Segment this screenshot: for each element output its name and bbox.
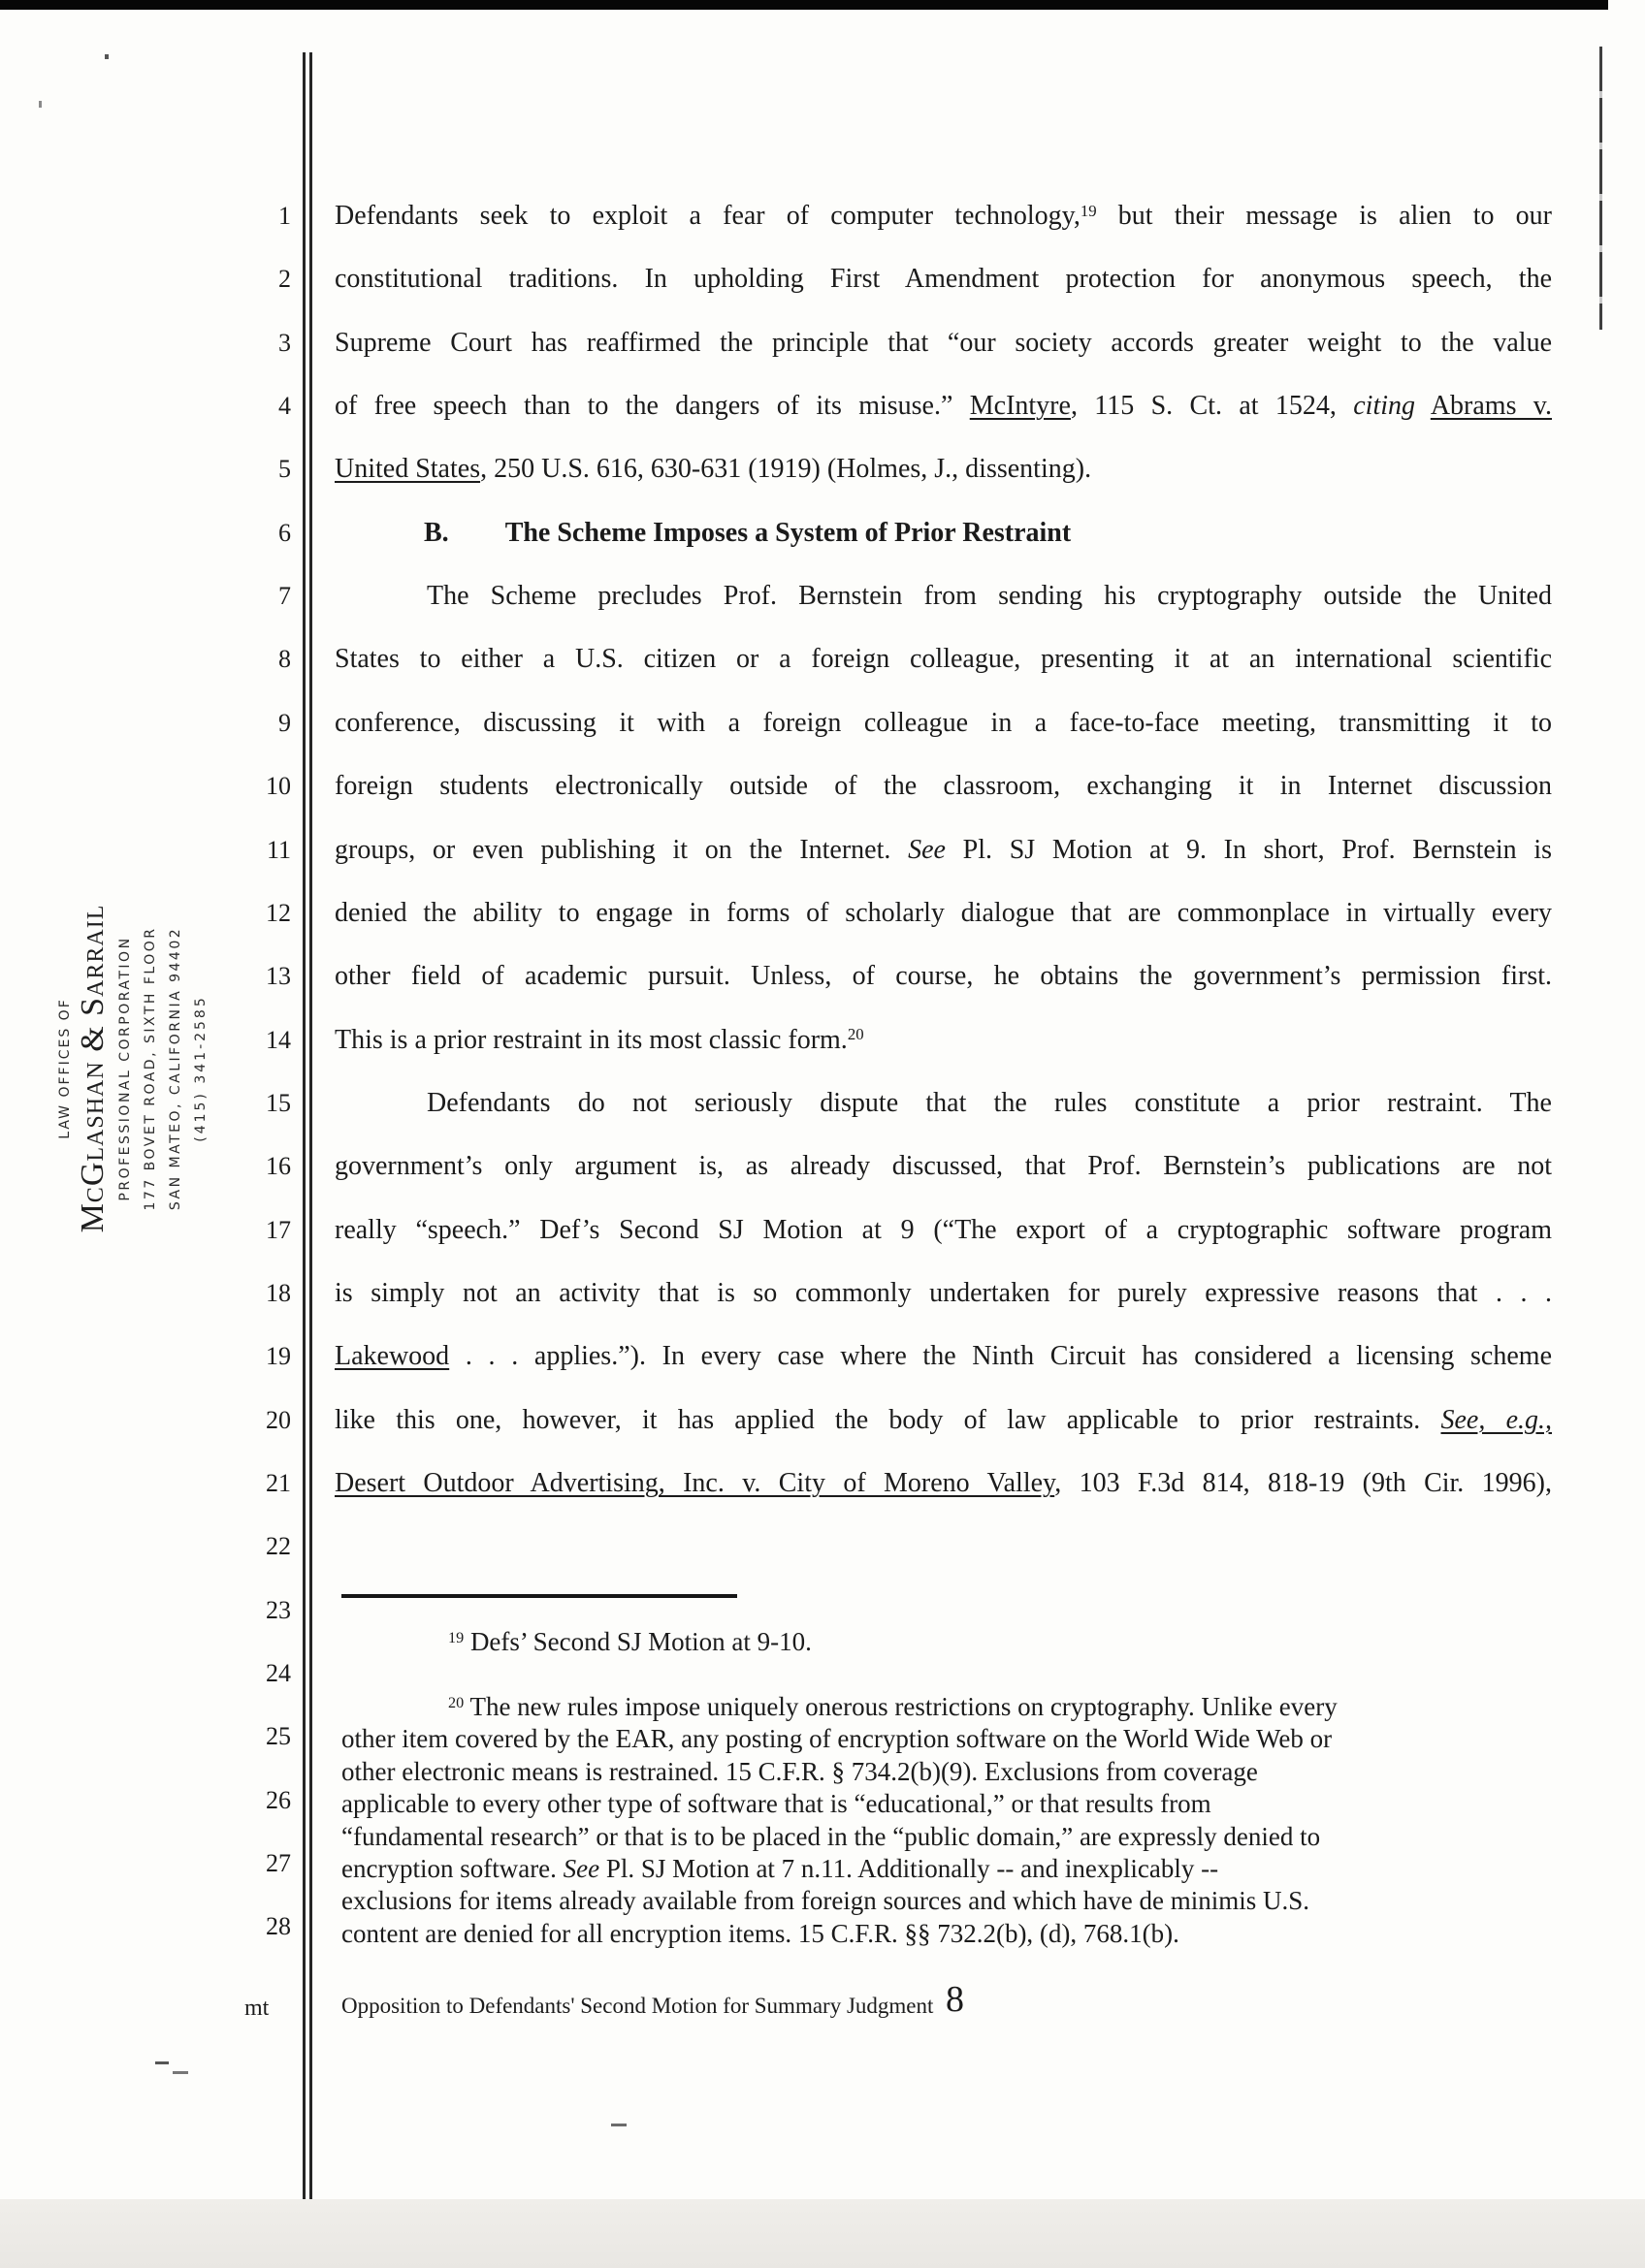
line-number: 15 (266, 1088, 291, 1117)
footnote-20-line (341, 1884, 1552, 1917)
line-number: 21 (266, 1469, 291, 1497)
text-segment: constitutional traditions. In upholding First Amendment protection for anonymous speech, the (335, 264, 1552, 295)
text-segment: encryption software. (341, 1854, 564, 1883)
text-segment: applicable to every other type of software that is “educational,” or that results from (341, 1789, 1211, 1819)
indent-spacer (335, 1110, 427, 1111)
text-segment: citing (1353, 391, 1415, 422)
line-number: 1 (278, 202, 291, 230)
footnote-19 (341, 1625, 1552, 1662)
line-number: 12 (266, 898, 291, 927)
footnote-20-line (341, 1852, 1552, 1885)
text-segment: United States (335, 454, 481, 485)
text-segment: other field of academic pursuit. Unless, of course, he obtains the government’s permission first. (335, 961, 1552, 992)
text-segment: See (563, 1854, 600, 1883)
footnote-20-line (341, 1722, 1552, 1755)
body-line (335, 1147, 1552, 1186)
line-number: 10 (266, 772, 291, 801)
line-number: 14 (266, 1025, 291, 1054)
text-segment: conference, discussing it with a foreign colleague in a face-to-face meeting, transmitting it to (335, 707, 1552, 738)
body-line (335, 197, 1552, 239)
text-segment: “fundamental research” or that is to be placed in the “public domain,” are expressly denied to (341, 1821, 1321, 1851)
body-line (335, 894, 1552, 933)
text-segment: See (908, 834, 946, 865)
footnote-20-line (341, 1787, 1552, 1820)
firm-name: McGlashan & Sarrail (75, 904, 111, 1233)
text-segment: States to either a U.S. citizen or a foreign colleague, presenting it at an international scientific (335, 644, 1552, 675)
scan-artifact-bottom-band (0, 2199, 1645, 2268)
footnote-20-line (341, 1917, 1552, 1950)
indent-spacer (335, 540, 424, 541)
footnote-separator (341, 1594, 737, 1598)
text-segment: See, e.g., (1440, 1404, 1552, 1435)
text-segment: . . . applies.”). In every case where the Ninth Circuit has considered a licensing scheme (449, 1341, 1552, 1372)
firm-offices-label: LAW OFFICES OF (57, 998, 73, 1139)
text-segment: Abrams v. (1430, 391, 1552, 422)
line-number: 16 (266, 1152, 291, 1181)
line-number: 23 (266, 1595, 291, 1624)
text-segment: other electronic means is restrained. 15 C.F.R. § 734.2(b)(9). Exclusions from coverage (341, 1756, 1258, 1786)
line-number: 26 (266, 1785, 291, 1814)
text-segment: Supreme Court has reaffirmed the principle that “our society accords greater weight to the value (335, 327, 1552, 358)
text-segment: The Scheme precludes Prof. Bernstein from sending his cryptography outside the United (427, 581, 1552, 612)
text-segment: groups, or even publishing it on the Internet. (335, 834, 909, 865)
text-segment: 20 (448, 1693, 465, 1711)
text-segment: Pl. SJ Motion at 7 n.11. Additionally -- and inexplicably -- (599, 1854, 1219, 1883)
body-line (335, 450, 1552, 489)
text-segment: foreign students electronically outside of the classroom, exchanging it in Internet discussion (335, 771, 1552, 802)
text-segment: 19 (448, 1628, 465, 1646)
text-segment: exclusions for items already available from foreign sources and which have de minimis U.S. (341, 1886, 1309, 1916)
body-line (335, 704, 1552, 743)
pleading-double-rule (303, 52, 312, 2199)
indent-spacer (335, 603, 427, 604)
body-line (335, 957, 1552, 996)
text-segment: denied the ability to engage in forms of scholarly dialogue that are commonplace in virtually every (335, 897, 1552, 928)
text-segment: like this one, however, it has applied the body of law applicable to prior restraints. (335, 1404, 1441, 1435)
body-line (335, 1274, 1552, 1313)
text-segment: Desert Outdoor Advertising, Inc. v. City of Moreno Valley (335, 1468, 1055, 1498)
line-number: 11 (266, 835, 291, 864)
body-line (335, 1337, 1552, 1376)
text-segment: 19 (1080, 201, 1097, 220)
text-segment: The Scheme Imposes a System of Prior Restraint (504, 517, 1072, 548)
scan-speck (611, 2124, 627, 2126)
firm-phone: (415) 341-2585 (193, 995, 209, 1142)
text-segment: Pl. SJ Motion at 9. In short, Prof. Bernstein is (945, 834, 1552, 865)
text-segment: Defendants do not seriously dispute that the rules constitute a prior restraint. The (427, 1087, 1552, 1118)
line-number: 2 (278, 265, 291, 294)
body-line (335, 1021, 1552, 1063)
text-segment: other item covered by the EAR, any posting of encryption software on the World Wide Web or (341, 1724, 1333, 1754)
text-segment: , 115 S. Ct. at 1524, (1070, 391, 1354, 422)
body-line (335, 1401, 1552, 1440)
footnote-20-line (341, 1690, 1552, 1727)
text-segment: The new rules impose uniquely onerous restrictions on cryptography. Unlike every (464, 1692, 1338, 1721)
indent-spacer (341, 1649, 448, 1650)
law-firm-block (56, 826, 216, 1311)
line-number: 8 (278, 645, 291, 674)
right-margin-rule (1599, 47, 1602, 330)
text-segment: is simply not an activity that is so commonly undertaken for purely expressive reasons that . . . (335, 1277, 1552, 1308)
footnote-20-line (341, 1755, 1552, 1788)
body-line (335, 1464, 1552, 1503)
scan-artifact-top-bar (0, 0, 1608, 10)
text-segment: of free speech than to the dangers of its misuse.” (335, 391, 970, 422)
body-line (335, 387, 1552, 426)
line-number: 20 (266, 1405, 291, 1434)
scan-speck (105, 54, 109, 59)
line-number: 9 (278, 708, 291, 737)
body-line (335, 260, 1552, 299)
line-number: 5 (278, 455, 291, 484)
firm-type: PROFESSIONAL CORPORATION (117, 936, 133, 1201)
footer-document-title: Opposition to Defendants' Second Motion for Summary Judgment (341, 1994, 934, 2018)
text-segment: content are denied for all encryption items. 15 C.F.R. §§ 732.2(b), (d), 768.1(b). (341, 1918, 1179, 1948)
page-number: 8 (946, 1979, 964, 2020)
line-number: 6 (278, 518, 291, 547)
text-segment: , 103 F.3d 814, 818-19 (9th Cir. 1996), (1054, 1468, 1552, 1498)
firm-address-line1: 177 BOVET ROAD, SIXTH FLOOR (143, 926, 158, 1211)
text-segment: This is a prior restraint in its most classic form. (335, 1024, 848, 1055)
line-number: 19 (266, 1342, 291, 1371)
line-number: 3 (278, 328, 291, 357)
body-line (335, 767, 1552, 806)
line-number: 17 (266, 1215, 291, 1244)
line-number: 13 (266, 962, 291, 991)
text-segment: B. (424, 517, 449, 548)
line-number: 27 (266, 1849, 291, 1878)
body-line (335, 831, 1552, 870)
text-segment: , 250 U.S. 616, 630-631 (1919) (Holmes, J., dissenting). (480, 454, 1092, 485)
line-number: 24 (266, 1659, 291, 1688)
text-segment: 20 (847, 1025, 864, 1044)
text-segment: government’s only argument is, as already discussed, that Prof. Bernstein’s publications are not (335, 1151, 1552, 1182)
indent-spacer (449, 540, 505, 541)
body-line (335, 1084, 1552, 1123)
text-segment (1415, 391, 1431, 421)
typist-initials: mt (244, 1996, 270, 2021)
footnote-20-line (341, 1820, 1552, 1853)
line-number: 4 (278, 392, 291, 421)
text-segment: McIntyre (969, 391, 1071, 422)
indent-spacer (341, 1714, 448, 1715)
text-segment: but their message is alien to our (1096, 201, 1553, 231)
body-line (335, 577, 1552, 616)
line-number: 18 (266, 1278, 291, 1307)
text-segment: Defendants seek to exploit a fear of computer technology, (335, 201, 1081, 231)
text-segment: Lakewood (335, 1341, 450, 1372)
line-number: 28 (266, 1912, 291, 1941)
body-line (335, 324, 1552, 363)
text-segment: really “speech.” Def’s Second SJ Motion at 9 (“The export of a cryptographic software program (335, 1214, 1552, 1245)
body-line (335, 640, 1552, 679)
scan-speck (155, 2061, 169, 2064)
body-line (335, 1211, 1552, 1250)
line-number: 22 (266, 1532, 291, 1561)
body-line (335, 514, 1552, 553)
firm-address-line2: SAN MATEO, CALIFORNIA 94402 (168, 926, 183, 1211)
line-number: 25 (266, 1722, 291, 1751)
scan-speck (39, 101, 42, 108)
text-segment: Defs’ Second SJ Motion at 9-10. (464, 1627, 812, 1656)
line-number: 7 (278, 582, 291, 611)
scan-speck (173, 2071, 188, 2074)
